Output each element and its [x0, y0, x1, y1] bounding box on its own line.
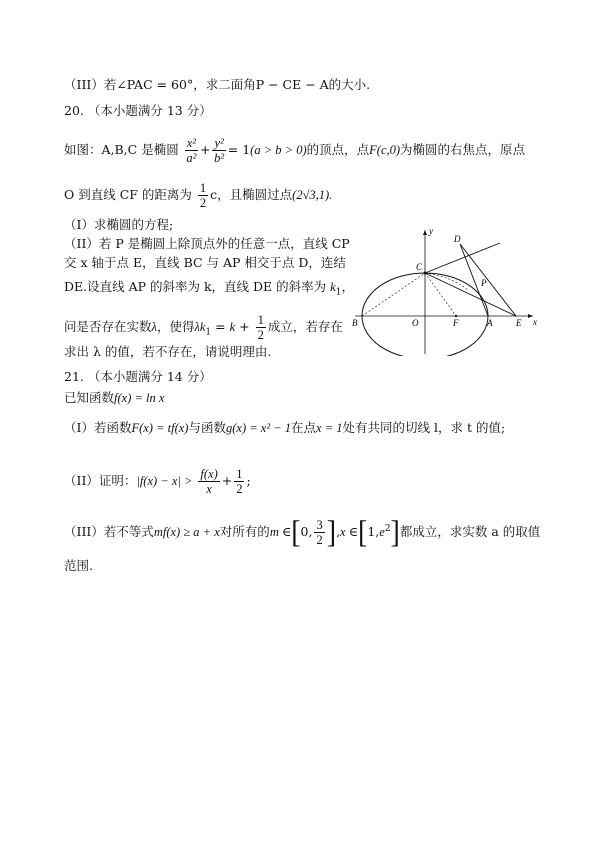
q20-part1 [64, 216, 173, 234]
fraction-fx-over-x: $\frac{f(x)}{x}$ [200, 467, 218, 496]
q21-given-text: 已知函数 [64, 390, 115, 405]
q20-part2-l1 [64, 235, 350, 253]
fraction-three-halves: $\frac{3}{2}$ [316, 518, 323, 547]
label-o: O [412, 318, 419, 328]
ellipse-point: (2√3,1). [292, 188, 333, 202]
q21-part1 [64, 419, 505, 437]
label-f: F [453, 318, 459, 328]
q21-given [64, 389, 164, 407]
q21-header [64, 368, 212, 386]
fraction-x2-a2: $\frac{\text{x²}}{\text{a²}}$ [186, 136, 197, 165]
fraction-one-half-3: $\frac{1}{2}$ [236, 467, 243, 496]
q21-p3-b: 对所有的 [219, 524, 270, 539]
q20-part2-l2 [64, 254, 346, 272]
q21-p2-a: （II）证明： [64, 473, 137, 488]
q20-part2-l5-text: 求出 λ 的值，若不存在，请说明理由. [64, 344, 272, 359]
q20-part2-l5 [64, 343, 271, 361]
q20-part2-l1-text: （II）若 P 是椭圆上除顶点外的任意一点，直线 CP [64, 236, 350, 251]
q20-header [64, 102, 212, 120]
q21-part2: （II）证明：|f(x) − x| > $\frac{f(x)}{x}$ + $\frac{1}{2}$ ; [64, 467, 251, 496]
q21-p1-g: g(x) = x² − 1 [225, 421, 292, 435]
y-axis-arrow [423, 230, 427, 235]
q21-p3-x: x ∈ [340, 525, 358, 539]
q20-intro: 如图：A,B,C 是椭圆 $\frac{\text{x²}}{\text{a²}}$ + $\frac{\text{y²}}{\text{b²}}$ = 1(a > b > 0)的顶点，点F(c,0)为椭圆的右焦点，原点 [64, 136, 526, 165]
q20-intro-c: 为椭圆的右焦点，原点 [400, 142, 526, 157]
ellipse-figure [350, 226, 540, 356]
line-de [460, 244, 516, 316]
q21-part3: （III）若不等式mf(x) ≥ a + x对所有的m ∈[0, $\frac{3}{2}$ ],x $\in[1,e^2]$都成立，求实数 a 的取值 [64, 514, 541, 550]
label-b: B [352, 318, 358, 328]
q21-p3-d: 范围. [64, 558, 93, 573]
q21-header-text: 21. （本小题满分 14 分） [64, 369, 212, 384]
q20-dist-b: c，且椭圆过点 [210, 187, 293, 202]
label-d: D [454, 234, 461, 244]
q21-p2-lhs: |f(x) − x| > [136, 474, 193, 488]
fraction-one-half: $\frac{1}{2}$ [199, 181, 207, 210]
q21-p3-c: 都成立，求实数 a 的取值 [399, 524, 541, 539]
q20-intro-a: 如图：A,B,C 是椭圆 [64, 142, 179, 157]
q21-p1-f: F(x) = tf(x) [131, 421, 189, 435]
q21-p1-b: 与函数 [188, 420, 226, 435]
label-a: A [487, 318, 493, 328]
q20-part2-l4: 问是否存在实数λ，使得$\lambda k_1 = k$ + $\frac{1}{2}$ 成立，若存在 [64, 313, 343, 342]
fraction-y2-b2: $\frac{\text{y²}}{\text{b²}}$ [214, 136, 225, 165]
q20-dist-a: O 到直线 CF 的距离为 [64, 187, 192, 202]
q20-part2-l4a-text: 问是否存在实数 [64, 319, 152, 334]
q20-part2-l4b-text: ，使得 [156, 319, 195, 334]
fraction-one-half-2: $\frac{1}{2}$ [257, 313, 264, 342]
q20-intro-b: 的顶点，点 [306, 142, 370, 157]
point-f-dot [455, 315, 457, 317]
q21-p1-x: x = 1 [316, 421, 343, 435]
q20-header-text: 20. （本小题满分 13 分） [64, 103, 212, 118]
q21-p3-a: （III）若不等式 [64, 524, 154, 539]
q20-part2-l3: DE.设直线 AP 的斜率为 k，直线 DE 的斜率为 $k_1$， [64, 279, 354, 298]
q20-part2-l3-text: DE.设直线 AP 的斜率为 k，直线 DE 的斜率为 [64, 279, 327, 294]
q21-p3-m: m ∈ [269, 525, 292, 539]
q21-p1-c: 在点 [291, 420, 317, 435]
point-c-dot [424, 272, 427, 275]
label-e: E [516, 318, 522, 328]
q21-part3-end [64, 557, 93, 575]
q19-part3 [64, 76, 370, 94]
line-cf [425, 273, 456, 316]
label-c: C [416, 262, 423, 272]
q21-given-f: f(x) = ln x [114, 391, 165, 405]
line-ce [425, 273, 516, 316]
q21-p1-d: 处有共同的切线 l，求 t 的值; [342, 420, 506, 435]
ellipse-condition: (a > b > 0) [250, 143, 307, 157]
q20-distance [64, 181, 332, 210]
label-p: P [481, 278, 487, 288]
q20-part2-l2-text: 交 x 轴于点 E，直线 BC 与 AP 相交于点 D，连结 [64, 255, 346, 270]
q21-p1-a: （I）若函数 [64, 420, 132, 435]
q20-part2-l4c-text: 成立，若存在 [267, 319, 343, 334]
label-y: y [429, 226, 433, 236]
label-x: x [533, 317, 537, 327]
q19-part3-text: （III）若∠PAC = 60°，求二面角P − CE − A的大小. [64, 77, 371, 92]
q21-p3-ineq: mf(x) ≥ a + x [153, 525, 220, 539]
focus-point: F(c,0) [369, 143, 401, 157]
q20-part1-text: （I）求椭圆的方程; [64, 217, 174, 232]
line-bc [362, 273, 425, 316]
